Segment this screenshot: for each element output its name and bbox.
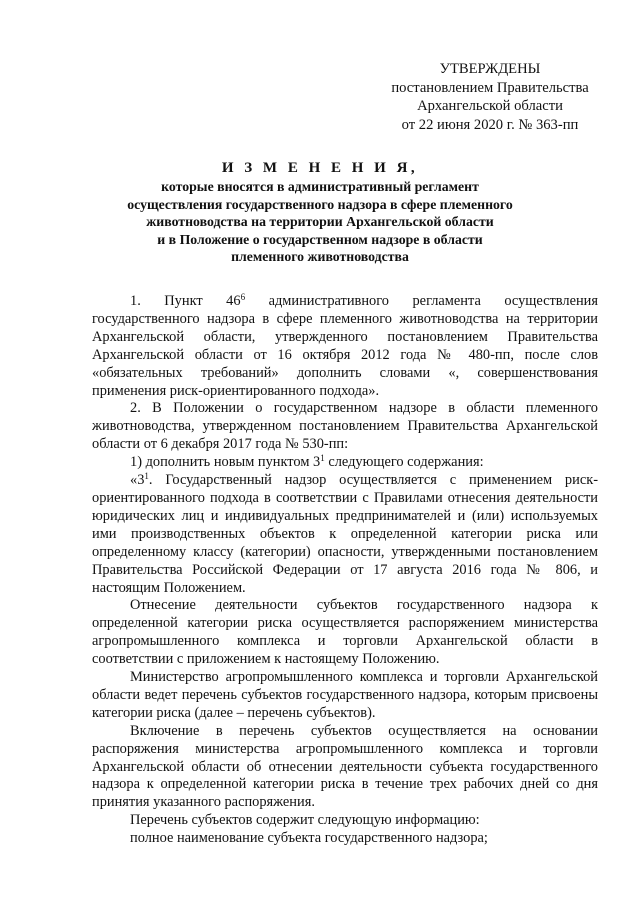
paragraph: Министерство агропромышленного комплекса и торговли Архангельской области ведет перечень субъектов государственного надзора, которым присвоены категории риска (далее – перечень субъектов). [92,669,598,721]
text-run: следующего содержания: [324,454,484,471]
superscript: 1 [144,471,149,482]
superscript: 6 [240,292,246,302]
superscript: 1 [320,453,325,464]
approval-line: постановлением Правительства [391,79,589,96]
text-run: «3 [130,472,145,489]
text-run: . Государственный надзор осуществляется с применением риск-ориентированного подхода в соответствии с Правилами отнесения деятельности юридических лиц и индивидуальных предпринимателей и (или) используемых ими производственных объектов к определенной категории риска или определенному классу (категории) опасности, утвержденными постановлением Правительства Российской Федерации от 17 августа 2016 года № 806, и настоящим Положением. [92,472,598,596]
paragraph: Перечень субъектов содержит следующую информацию: [130,812,480,829]
document-body [92,293,598,848]
document-subtitle-line: животноводства на территории Архангельской области [146,214,494,229]
paragraph: полное наименование субъекта государственного надзора; [130,830,488,847]
approval-line: Архангельской области [417,98,563,114]
approval-title: УТВЕРЖДЕНЫ [439,61,541,77]
approval-stamp [370,60,610,134]
paragraph-point-3-1 [92,472,598,597]
paragraph: Отнесение деятельности субъектов государственного надзора к определенной категории риска осуществляется распоряжением министерства агропромышленного комплекса и торговли Архангельской области в соответствии с приложением к настоящему Положению. [92,597,598,668]
text-run: 1) дополнить новым пунктом 3 [130,454,321,471]
document-subtitle-line: осуществления государственного надзора в сфере племенного [127,196,513,212]
approval-line: от 22 июня 2020 г. № 363-пп [401,116,579,133]
document-title: И З М Е Н Е Н И Я, [221,160,419,176]
document-heading [80,158,560,266]
document-subtitle-line: и в Положение о государственном надзоре в области [157,231,483,247]
paragraph-subitem-1 [92,454,598,472]
document-subtitle-line: которые вносятся в административный регламент [161,179,479,194]
paragraph-item-1 [92,293,598,400]
document-subtitle-line: племенного животноводства [231,249,409,264]
text-run: административного регламента осуществления государственного надзора в сфере племенного животноводства на территории Архангельской области, утвержденного постановлением Правительства Архангельской области от 16 октября 2012 года № 480-пп, после слов «обязательных требований» дополнить словами «, совершенствования применения риск-ориентированного подхода». [92,293,598,399]
paragraph: Включение в перечень субъектов осуществляется на основании распоряжения министерства агропромышленного комплекса и торговли Архангельской области об отнесении деятельности субъекта государственного надзора к определенной категории риска в течение трех рабочих дней со дня принятия указанного распоряжения. [92,722,598,811]
text-run: 1. Пункт 46 [130,293,241,309]
paragraph-item-2: 2. В Положении о государственном надзоре в области племенного животноводства, утвержденном постановлением Правительства Архангельской области от 6 декабря 2017 года № 530-пп: [92,400,598,453]
